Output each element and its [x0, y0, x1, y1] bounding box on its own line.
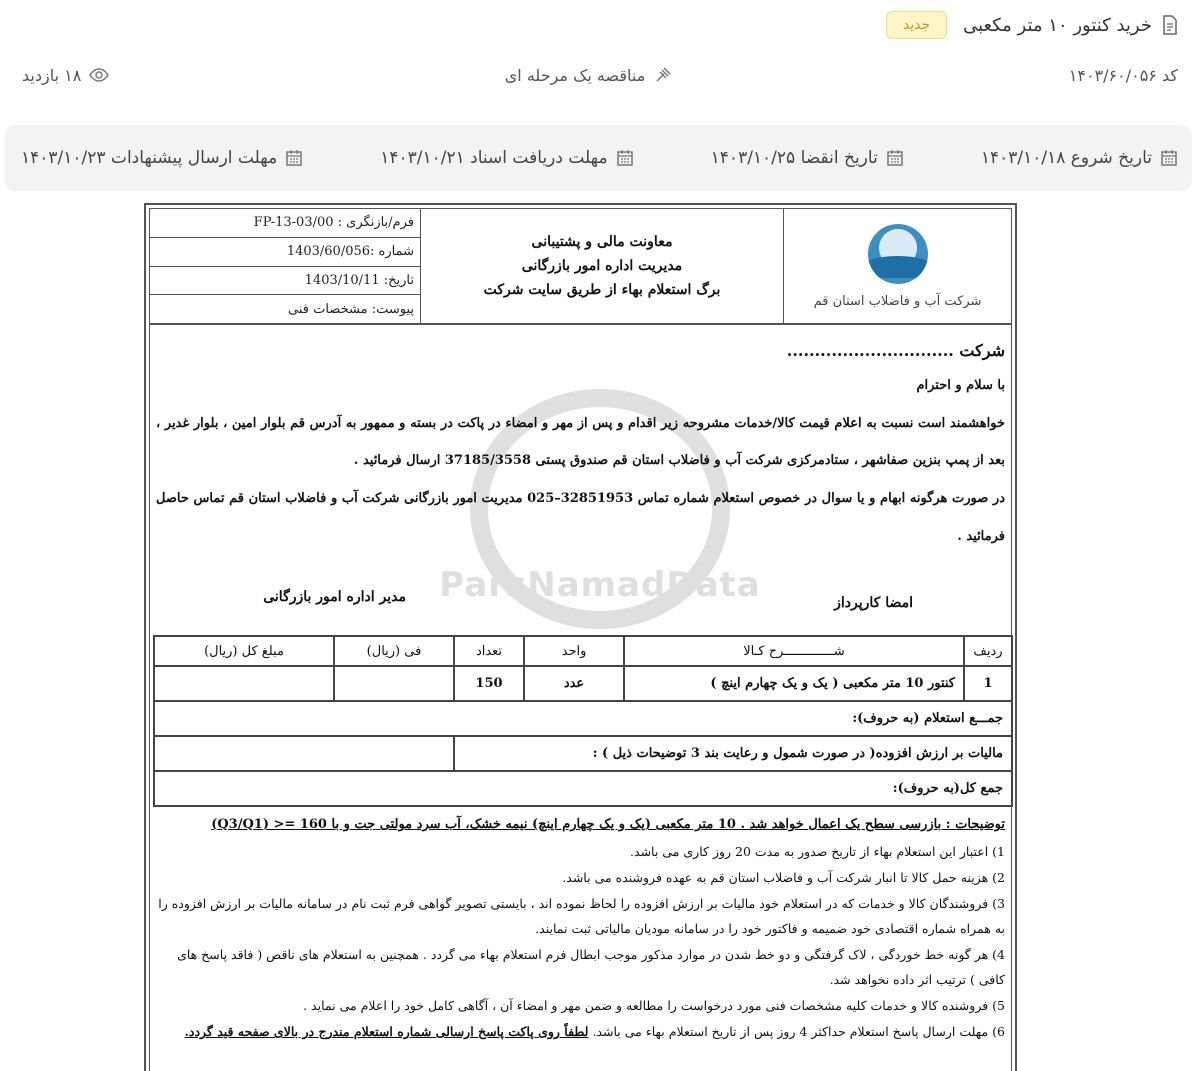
docs-deadline-label: مهلت دریافت اسناد ۱۴۰۳/۱۰/۲۱ — [380, 148, 608, 168]
total-words: جمـــع استعلام (به حروف): — [154, 701, 1012, 736]
expiry-date-label: تاریخ انقضا ۱۴۰۳/۱۰/۲۵ — [710, 148, 878, 168]
offer-deadline-label: مهلت ارسال پیشنهادات ۱۴۰۳/۱۰/۲۳ — [21, 148, 278, 168]
col-row: ردیف — [964, 636, 1012, 666]
document-meta — [150, 209, 420, 323]
col-unit: واحد — [524, 636, 624, 666]
company-line: شرکت .............................. — [786, 341, 1005, 360]
note-5: 5) فروشنده کالا و خدمات کلیه مشخصات فنی مورد درخواست را مطالعه و ضمن مهر و امضاء آن ، آگاهی کامل خود را اعلام می نماید . — [303, 998, 1005, 1013]
document-date: تاریخ: 1403/10/11 — [150, 267, 420, 296]
vat-label: مالیات بر ارزش افزوده( در صورت شمول و رعایت بند 3 توضیحات ذیل ) : — [454, 736, 1012, 771]
col-unit-price: فی (ریال) — [334, 636, 454, 666]
signature-manager: مدیر اداره امور بازرگانی — [263, 589, 406, 605]
note-1: 1) اعتبار این استعلام بهاء از تاریخ صدور به مدت 20 روز کاری می باشد. — [630, 844, 1005, 859]
vat-value — [154, 736, 454, 771]
form-revision: فرم/بازنگری : FP-13-03/00 — [150, 209, 420, 238]
tender-title-row — [22, 8, 1178, 42]
notes-section — [150, 811, 1011, 1045]
tender-title: خرید کنتور ۱۰ متر مکعبی — [963, 14, 1152, 36]
note-6-underlined: لطفاً روی پاکت پاسخ ارسالی شماره استعلام مندرج در بالای صفحه قید گردد. — [184, 1024, 589, 1039]
col-qty: تعداد — [454, 636, 524, 666]
signatures — [150, 589, 1011, 619]
tender-document-image — [144, 203, 1017, 1071]
tender-meta-row — [22, 60, 1178, 90]
cell-qty: 150 — [454, 666, 524, 701]
table-row — [154, 666, 1012, 701]
company-logo — [868, 224, 928, 284]
tender-type-label: مناقصه یک مرحله ای — [504, 65, 646, 85]
notes-lead: توضیحات : بازرسی سطح یک اعمال خواهد شد . 10 متر مکعبی (یک و یک چهارم اینچ) نیمه خشک، آب سرد مولتی جت و با 160 =< (Q3/Q1) — [211, 817, 1005, 832]
cell-unit-price — [334, 666, 454, 701]
tender-type — [505, 65, 674, 85]
dates-bar — [5, 125, 1192, 191]
offer-deadline — [21, 148, 303, 168]
gavel-icon — [653, 65, 673, 85]
document-header — [150, 209, 1011, 325]
calendar-icon — [616, 149, 634, 167]
view-count — [22, 65, 109, 85]
items-table — [153, 635, 1013, 807]
document-frame — [149, 208, 1012, 1071]
total-words-row — [154, 701, 1012, 736]
note-4: 4) هر گونه خط خوردگی ، لاک گرفتگی و دو خط شدن در موارد مذکور موجب ابطال فرم استعلام بهاء می گردد . همچنین به استعلام های ناقص ( فاقد پاسخ های کافی ) ترتیب اثر داده نخواهد شد. — [177, 947, 1005, 987]
note-6 — [156, 1019, 1005, 1044]
heading-line-3: برگ استعلام بهاء از طریق سایت شرکت — [483, 282, 721, 298]
cell-unit: عدد — [524, 666, 624, 701]
letter-body — [150, 331, 1011, 555]
paragraph-contact: در صورت هرگونه ابهام و یا سوال در خصوص استعلام شماره تماس 32851953–025 مدیریت امور بازرگانی شرکت آب و فاضلاب استان قم تماس حاصل فرمائید . — [156, 491, 1005, 544]
grand-total-row — [154, 771, 1012, 806]
new-badge: جدید — [886, 11, 947, 39]
table-header-row — [154, 636, 1012, 666]
cell-row: 1 — [964, 666, 1012, 701]
col-total: مبلغ کل (ریال) — [154, 636, 334, 666]
heading-line-1: معاونت مالی و پشتیبانی — [531, 234, 673, 250]
heading-line-2: مدیریت اداره امور بازرگانی — [521, 258, 683, 274]
start-date-label: تاریخ شروع ۱۴۰۳/۱۰/۱۸ — [980, 148, 1152, 168]
grand-total: جمع کل(به حروف): — [154, 771, 1012, 806]
docs-deadline — [380, 148, 633, 168]
cell-description: کنتور 10 متر مکعبی ( یک و یک چهارم اینچ ) — [624, 666, 964, 701]
start-date — [981, 148, 1178, 168]
note-6-text: 6) مهلت ارسال پاسخ استعلام حداکثر 4 روز پس از تاریخ استعلام بهاء می باشد. — [592, 1024, 1005, 1039]
vat-row — [154, 736, 1012, 771]
watermark-text: ParsNamadData — [439, 565, 761, 605]
col-description: شـــــــــــــرح کـالا — [624, 636, 964, 666]
expiry-date — [711, 148, 904, 168]
note-2: 2) هزینه حمل کالا تا انبار شرکت آب و فاضلاب استان قم به عهده فروشنده می باشد. — [562, 870, 1005, 885]
document-icon — [1162, 15, 1178, 35]
calendar-icon — [1160, 149, 1178, 167]
company-logo-block — [783, 209, 1011, 323]
eye-icon — [89, 65, 109, 85]
calendar-icon — [285, 149, 303, 167]
document-number: شماره :1403/60/056 — [150, 238, 420, 267]
tender-code: کد ۱۴۰۳/۶۰/۰۵۶ — [1068, 65, 1178, 85]
attachment: پیوست: مشخصات فنی — [288, 301, 414, 317]
greeting: با سلام و احترام — [916, 378, 1005, 393]
company-name: شرکت آب و فاضلاب استان قم — [813, 293, 982, 309]
calendar-icon — [886, 149, 904, 167]
cell-total — [154, 666, 334, 701]
paragraph-request: خواهشمند است نسبت به اعلام قیمت کالا/خدمات مشروحه زیر اقدام و پس از مهر و امضاء در پاکت در بسته و ممهور به آدرس قم بلوار امین ، بلوار غدیر ، بعد از پمپ بنزین صفاشهر ، ستادمرکزی شرکت آب و فاضلاب استان قم صندوق پستی 37185/3558 ارسال فرمائید . — [156, 415, 1005, 469]
note-3: 3) فروشندگان کالا و خدمات که در استعلام خود مالیات بر ارزش افزوده را لحاظ نموده اند ، بایستی تصویر گواهی فرم ثبت نام در سامانه مالیات بر ارزش افزوده را به همراه شماره اقتصادی خود ضمیمه و فاکتور خود را در سامانه مودیان مالیاتی ثبت نمایند. — [158, 896, 1005, 936]
document-heading — [420, 209, 783, 323]
signature-buyer: امضا کارپرداز — [834, 595, 913, 611]
view-count-label: ۱۸ بازدید — [22, 65, 82, 85]
